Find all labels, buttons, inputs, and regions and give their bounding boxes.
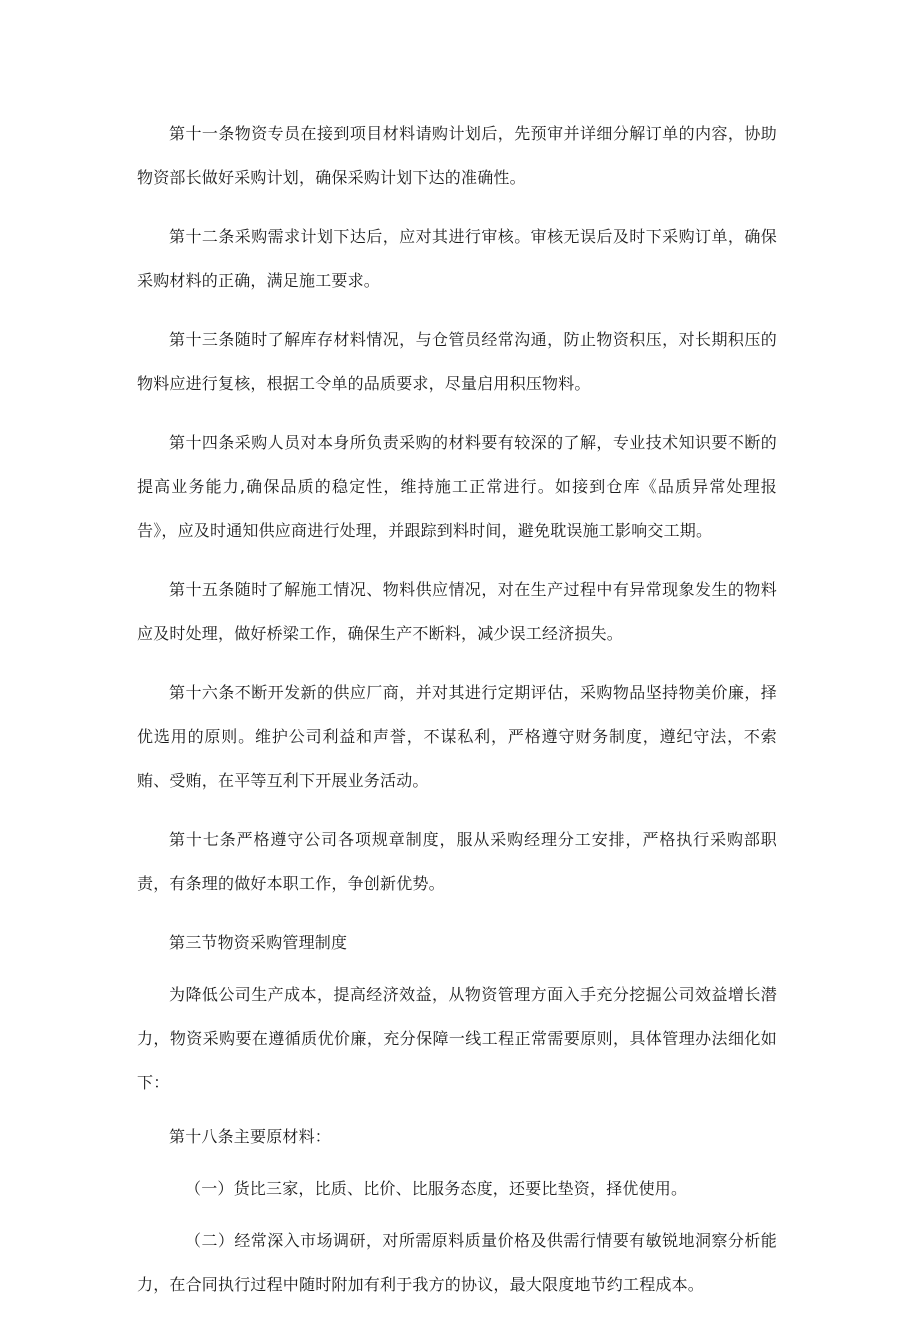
document-body	[137, 112, 777, 1322]
article-13-paragraph: 第十三条随时了解库存材料情况，与仓管员经常沟通，防止物资积压，对长期积压的物料应进行复核，根据工令单的品质要求，尽量启用积压物料。	[137, 330, 777, 393]
article-12-paragraph: 第十二条采购需求计划下达后，应对其进行审核。审核无误后及时下采购订单，确保采购材料的正确，满足施工要求。	[137, 227, 777, 290]
section-intro-paragraph: 为降低公司生产成本，提高经济效益，从物资管理方面入手充分挖掘公司效益增长潜力，物资采购要在遵循质优价廉，充分保障一线工程正常需要原则，具体管理办法细化如下：	[137, 985, 777, 1092]
article-16-paragraph: 第十六条不断开发新的供应厂商，并对其进行定期评估，采购物品坚持物美价廉，择优选用的原则。维护公司利益和声誉，不谋私利，严格遵守财务制度，遵纪守法，不索贿、受贿，在平等互利下开展业务活动。	[137, 683, 777, 790]
article-17-paragraph: 第十七条严格遵守公司各项规章制度，服从采购经理分工安排，严格执行采购部职责，有条理的做好本职工作，争创新优势。	[137, 830, 777, 893]
article-14-paragraph: 第十四条采购人员对本身所负责采购的材料要有较深的了解，专业技术知识要不断的提高业务能力,确保品质的稳定性，维持施工正常进行。如接到仓库《品质异常处理报告》，应及时通知供应商进行处理，并跟踪到料时间，避免耽误施工影响交工期。	[137, 433, 777, 540]
section-heading: 第三节物资采购管理制度	[169, 933, 348, 952]
article-18-title: 第十八条主要原材料：	[169, 1127, 332, 1146]
list-item: （一）货比三家，比质、比价、比服务态度，还要比垫资，择优使用。	[185, 1179, 688, 1198]
article-11-paragraph: 第十一条物资专员在接到项目材料请购计划后，先预审并详细分解订单的内容，协助物资部长做好采购计划，确保采购计划下达的准确性。	[137, 124, 777, 187]
article-15-paragraph: 第十五条随时了解施工情况、物料供应情况，对在生产过程中有异常现象发生的物料应及时处理，做好桥梁工作，确保生产不断料，减少误工经济损失。	[137, 580, 777, 643]
list-item: （二）经常深入市场调研，对所需原料质量价格及供需行情要有敏锐地洞察分析能力，在合同执行过程中随时附加有利于我方的协议，最大限度地节约工程成本。	[137, 1231, 777, 1294]
